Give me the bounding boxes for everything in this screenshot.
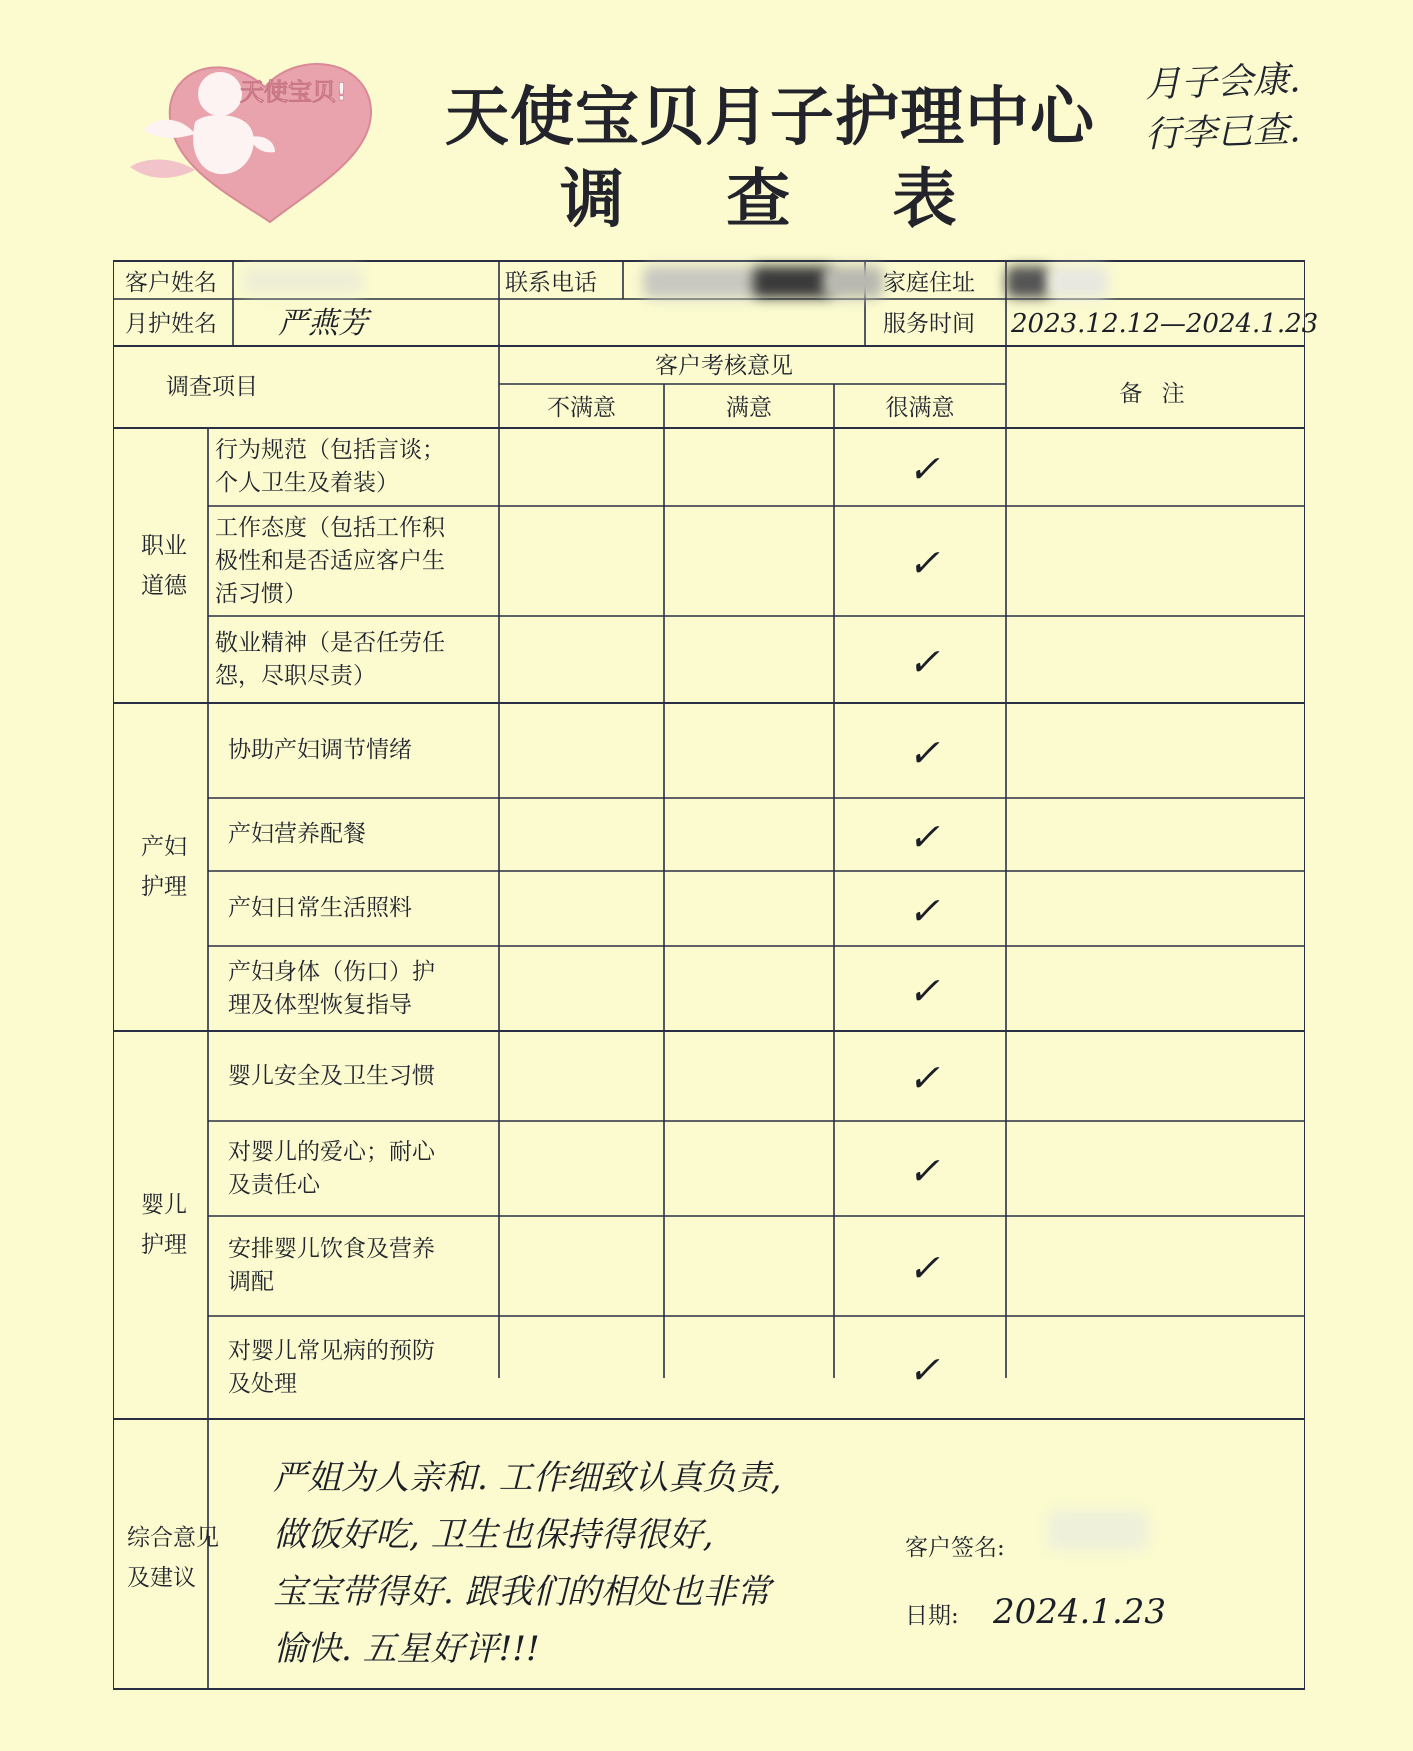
summary-comment xyxy=(273,1450,781,1678)
phone-redacted-dark xyxy=(753,266,833,298)
address-redacted-light xyxy=(1048,266,1108,298)
rating-header-unsatisfied: 不满意 xyxy=(547,395,616,421)
nurse-name-value: 严燕芳 xyxy=(278,306,368,341)
survey-item-label-line: 极性和是否适应客户生 xyxy=(215,547,445,574)
category-label xyxy=(141,827,187,907)
survey-item-label xyxy=(228,1136,435,1202)
survey-item-label-line: 敬业精神（是否任劳任 xyxy=(215,629,445,656)
date-value: 2024.1.23 xyxy=(993,1592,1167,1632)
survey-item-label xyxy=(228,892,412,925)
angel-heart-logo-icon xyxy=(125,42,385,227)
survey-item-label-line: 协助产妇调节情绪 xyxy=(228,737,412,763)
category-label-line: 护理 xyxy=(141,874,187,900)
signature-redacted xyxy=(1048,1510,1148,1550)
page-subtitle: 调 查 表 xyxy=(560,163,997,237)
category-label-line: 产妇 xyxy=(141,834,187,860)
survey-item-label-line: 个人卫生及着装） xyxy=(215,470,399,496)
signature-label: 客户签名: xyxy=(905,1535,1005,1561)
summary-label-line: 综合意见 xyxy=(127,1525,219,1551)
logo-text: 天使宝贝! xyxy=(240,78,347,106)
handwritten-note-line: 行李已查. xyxy=(1144,109,1302,156)
survey-item-label xyxy=(228,1233,435,1299)
summary-comment-line: 严姐为人亲和. 工作细致认真负责, xyxy=(273,1458,782,1498)
survey-item-label-line: 怨，尽职尽责） xyxy=(215,662,376,689)
survey-item-label-line: 活习惯） xyxy=(215,580,307,607)
survey-item-label-line: 婴儿安全及卫生习惯 xyxy=(228,1062,435,1089)
rating-header-very-satisfied: 很满意 xyxy=(885,395,955,421)
category-label xyxy=(141,1185,187,1265)
remarks-header: 备 注 xyxy=(1119,381,1191,407)
survey-item-label xyxy=(228,734,412,767)
summary-comment-line: 宝宝带得好. 跟我们的相处也非常 xyxy=(273,1572,771,1612)
summary-label-line: 及建议 xyxy=(127,1565,196,1591)
category-label-line: 婴儿 xyxy=(141,1192,187,1218)
nurse-name-label: 月护姓名 xyxy=(125,311,217,337)
handwritten-note-line: 月子会康. xyxy=(1144,59,1302,106)
survey-item-label-line: 产妇营养配餐 xyxy=(228,821,366,847)
survey-item-label-line: 及处理 xyxy=(228,1370,297,1397)
check-mark-icon: ✓ xyxy=(908,730,940,775)
survey-item-label xyxy=(228,956,435,1022)
survey-item-label xyxy=(215,627,445,693)
date-label: 日期: xyxy=(905,1603,959,1629)
survey-item-label xyxy=(215,434,445,500)
check-mark-icon: ✓ xyxy=(908,1246,940,1290)
opinion-header: 客户考核意见 xyxy=(655,353,793,379)
survey-item-label-line: 理及体型恢复指导 xyxy=(228,991,412,1018)
survey-item-label-line: 及责任心 xyxy=(228,1171,320,1198)
handwritten-note xyxy=(1145,58,1300,158)
survey-item-label-line: 调配 xyxy=(228,1269,274,1295)
survey-item-label-line: 产妇日常生活照料 xyxy=(228,895,412,921)
survey-item-label-line: 安排婴儿饮食及营养 xyxy=(228,1236,435,1262)
survey-item-label-line: 对婴儿常见病的预防 xyxy=(228,1337,435,1364)
service-time-value: 2023.12.12—2024.1.23 xyxy=(1011,309,1319,339)
service-time-label: 服务时间 xyxy=(883,311,975,337)
summary-comment-line: 愉快. 五星好评!!! xyxy=(273,1629,540,1669)
address-label: 家庭住址 xyxy=(883,270,975,296)
customer-name-label: 客户姓名 xyxy=(125,270,217,296)
survey-form xyxy=(113,260,1319,1690)
category-label-line: 护理 xyxy=(141,1232,187,1258)
survey-item-label xyxy=(228,1060,435,1093)
check-mark-icon: ✓ xyxy=(908,1056,940,1100)
logo xyxy=(125,42,385,227)
survey-item-label-line: 对婴儿的爱心；耐心 xyxy=(228,1138,435,1165)
category-label xyxy=(141,526,187,606)
summary-comment-line: 做饭好吃, 卫生也保持得很好, xyxy=(273,1515,714,1555)
survey-item-label-line: 工作态度（包括工作积 xyxy=(215,514,445,541)
check-mark-icon: ✓ xyxy=(908,1347,940,1392)
rating-header-satisfied: 满意 xyxy=(726,395,772,421)
check-mark-icon: ✓ xyxy=(908,541,940,585)
check-mark-icon: ✓ xyxy=(908,888,940,933)
address-redacted xyxy=(1006,266,1051,298)
phone-label: 联系电话 xyxy=(505,270,597,296)
check-mark-icon: ✓ xyxy=(908,968,940,1013)
check-mark-icon: ✓ xyxy=(908,814,940,859)
survey-item-label xyxy=(215,512,445,611)
phone-redacted xyxy=(643,266,763,298)
phone-redacted-end xyxy=(823,266,883,298)
customer-name-redacted xyxy=(243,268,363,294)
page-title: 天使宝贝月子护理中心 xyxy=(445,81,1095,155)
survey-item-label-line: 产妇身体（伤口）护 xyxy=(228,958,435,985)
survey-item-label xyxy=(228,818,366,851)
survey-item-label xyxy=(228,1335,435,1401)
survey-item-label-line: 行为规范（包括言谈； xyxy=(215,437,445,463)
check-mark-icon: ✓ xyxy=(908,447,940,491)
check-mark-icon: ✓ xyxy=(908,639,940,684)
category-label-line: 道德 xyxy=(141,572,187,599)
category-label-line: 职业 xyxy=(141,532,187,559)
survey-item-header: 调查项目 xyxy=(166,374,258,400)
check-mark-icon: ✓ xyxy=(908,1148,940,1193)
